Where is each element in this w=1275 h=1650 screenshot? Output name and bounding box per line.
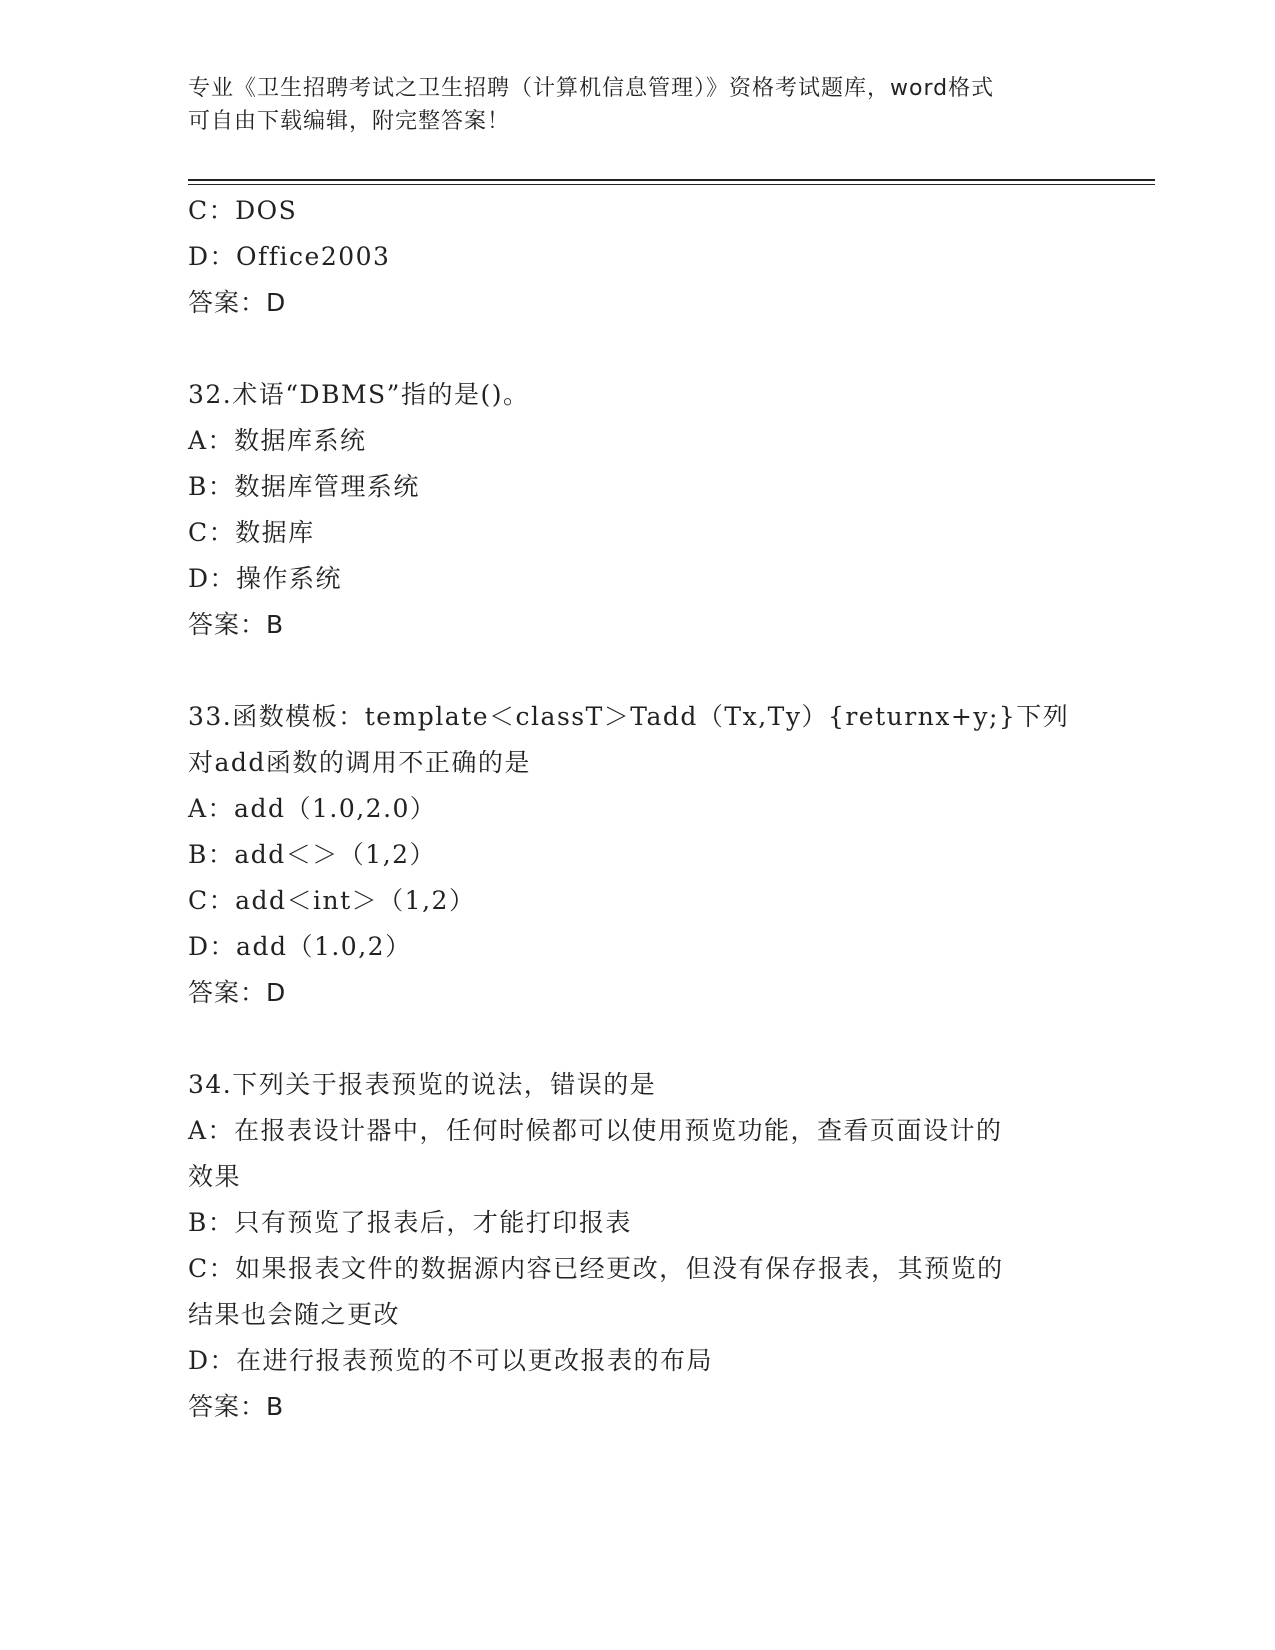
header-divider-thin (188, 184, 1155, 185)
q33-option-c: C：add＜int＞（1,2） (188, 886, 476, 915)
q33-stem-line-2: 对add函数的调用不正确的是 (188, 748, 531, 777)
q32-option-a: A：数据库系统 (188, 426, 367, 455)
q34-answer: 答案：B (188, 1392, 285, 1421)
question-34 (188, 1062, 1088, 1430)
q34-option-a-line-2: 效果 (188, 1162, 242, 1191)
q32-option-b: B：数据库管理系统 (188, 472, 420, 501)
q34-option-d: D：在进行报表预览的不可以更改报表的布局 (188, 1346, 714, 1375)
header-line-2: 可自由下载编辑，附完整答案！ (188, 109, 511, 134)
q32-answer: 答案：B (188, 610, 285, 639)
q34-stem: 34.下列关于报表预览的说法，错误的是 (188, 1070, 657, 1099)
q33-option-d: D：add（1.0,2） (188, 932, 412, 961)
q34-option-c-line-2: 结果也会随之更改 (188, 1300, 401, 1329)
header-divider-thick (188, 179, 1155, 181)
header-line-1: 专业《卫生招聘考试之卫生招聘（计算机信息管理）》资格考试题库，word格式 (188, 76, 995, 101)
document-header (188, 72, 1088, 138)
q33-option-a: A：add（1.0,2.0） (188, 794, 437, 823)
q34-option-a-line-1: A：在报表设计器中，任何时候都可以使用预览功能，查看页面设计的 (188, 1116, 1003, 1145)
question-list (188, 188, 1088, 1430)
q34-option-b: B：只有预览了报表后，才能打印报表 (188, 1208, 632, 1237)
question-31-tail (188, 188, 1088, 326)
q32-option-c: C：数据库 (188, 518, 315, 547)
question-spacer (188, 326, 1088, 372)
q33-stem-line-1: 33.函数模板：template＜classT＞Tadd（Tx,Ty）{returnx+y;}下列 (188, 702, 1070, 731)
q31-option-d: D：Office2003 (188, 242, 391, 271)
q33-option-b: B：add＜＞（1,2） (188, 840, 437, 869)
q32-stem: 32.术语“DBMS”指的是()。 (188, 380, 530, 409)
question-32 (188, 372, 1088, 648)
question-spacer (188, 648, 1088, 694)
q34-option-c-line-1: C：如果报表文件的数据源内容已经更改，但没有保存报表，其预览的 (188, 1254, 1004, 1283)
q31-answer: 答案：D (188, 288, 287, 317)
q32-option-d: D：操作系统 (188, 564, 343, 593)
q31-option-c: C：DOS (188, 196, 298, 225)
q33-answer: 答案：D (188, 978, 287, 1007)
question-spacer (188, 1016, 1088, 1062)
question-33 (188, 694, 1088, 1016)
